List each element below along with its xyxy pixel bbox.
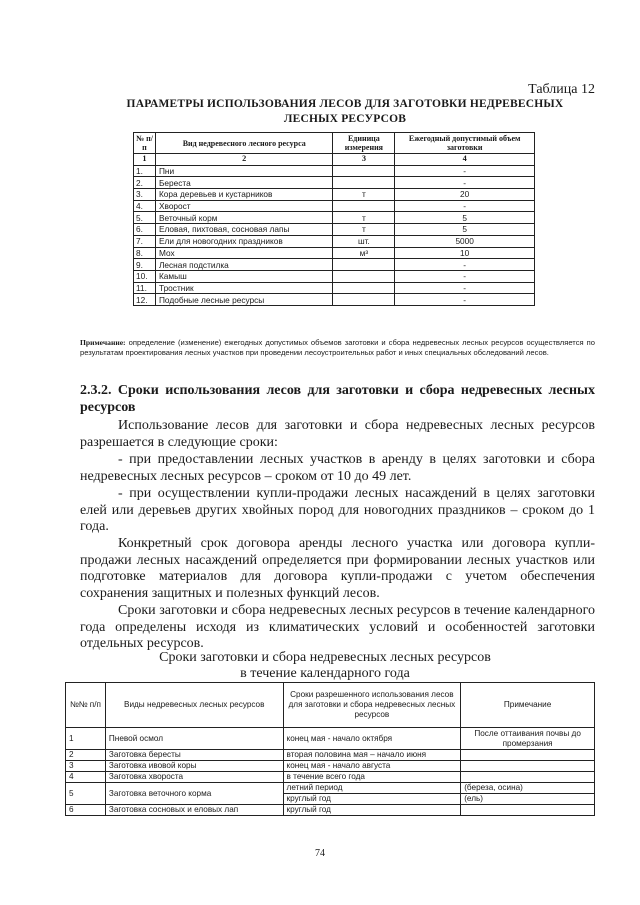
table-row bbox=[66, 728, 595, 750]
unit bbox=[333, 165, 395, 177]
paragraph: Использование лесов для заготовки и сбора недревесных лесных ресурсов разрешается в следующие сроки: bbox=[80, 418, 595, 450]
harvest-period: круглый год bbox=[283, 794, 461, 805]
table-row bbox=[66, 805, 595, 816]
harvest-period: круглый год bbox=[283, 805, 461, 816]
column-index: 3 bbox=[333, 154, 395, 166]
resource-name: Тростник bbox=[155, 282, 332, 294]
column-header: Примечание bbox=[461, 683, 595, 728]
table-row bbox=[66, 761, 595, 772]
annual-volume: - bbox=[395, 282, 535, 294]
schedule-title-line-2: в течение календарного года bbox=[240, 666, 410, 681]
unit bbox=[333, 282, 395, 294]
table-row bbox=[134, 177, 535, 189]
unit: т bbox=[333, 224, 395, 236]
row-number: 10. bbox=[134, 270, 156, 282]
annual-volume: - bbox=[395, 294, 535, 306]
row-number: 12. bbox=[134, 294, 156, 306]
column-header: Виды недревесных лесных ресурсов bbox=[105, 683, 283, 728]
table-row bbox=[66, 772, 595, 783]
remark bbox=[461, 772, 595, 783]
resource-type: Заготовка веточного корма bbox=[105, 783, 283, 805]
harvest-period: конец мая - начало августа bbox=[283, 761, 461, 772]
column-header: Ежегодный допустимый объем заготовки bbox=[395, 133, 535, 154]
table-row bbox=[134, 282, 535, 294]
harvest-period: конец мая - начало октября bbox=[283, 728, 461, 750]
column-header: №№ п/п bbox=[66, 683, 106, 728]
paragraph: - при предоставлении лесных участков в аренду в целях заготовки и сбора недревесных лесных ресурсов – сроком от 10 до 49 лет. bbox=[80, 452, 595, 484]
table-header-row bbox=[134, 133, 535, 154]
table-title-line-1: ПАРАМЕТРЫ ИСПОЛЬЗОВАНИЯ ЛЕСОВ ДЛЯ ЗАГОТОВКИ НЕДРЕВЕСНЫХ bbox=[126, 98, 564, 110]
annual-volume: 5 bbox=[395, 224, 535, 236]
table-row bbox=[134, 200, 535, 212]
row-number: 1. bbox=[134, 165, 156, 177]
parameters-table-body bbox=[134, 165, 535, 305]
unit bbox=[333, 294, 395, 306]
unit: т bbox=[333, 212, 395, 224]
table-row bbox=[134, 189, 535, 201]
note-label: Примечание: bbox=[80, 338, 126, 347]
section-heading: 2.3.2. Сроки использования лесов для заготовки и сбора недревесных лесных ресурсов bbox=[80, 383, 595, 415]
row-number: 3. bbox=[134, 189, 156, 201]
column-index: 4 bbox=[395, 154, 535, 166]
resource-name: Веточный корм bbox=[155, 212, 332, 224]
resource-name: Береста bbox=[155, 177, 332, 189]
table-title bbox=[80, 97, 610, 127]
unit bbox=[333, 270, 395, 282]
resource-name: Ели для новогодних праздников bbox=[155, 235, 332, 247]
harvest-period: летний период bbox=[283, 783, 461, 794]
unit bbox=[333, 259, 395, 271]
harvest-period: в течение всего года bbox=[283, 772, 461, 783]
table-header-row bbox=[66, 683, 595, 728]
resource-name: Хворост bbox=[155, 200, 332, 212]
annual-volume: 20 bbox=[395, 189, 535, 201]
resource-name: Еловая, пихтовая, сосновая лапы bbox=[155, 224, 332, 236]
column-header: Сроки разрешенного использования лесов для заготовки и сбора недревесных лесных ресурсов bbox=[283, 683, 461, 728]
unit: м³ bbox=[333, 247, 395, 259]
row-number: 5 bbox=[66, 783, 106, 805]
row-number: 1 bbox=[66, 728, 106, 750]
resource-name: Лесная подстилка bbox=[155, 259, 332, 271]
resource-type: Заготовка ивовой коры bbox=[105, 761, 283, 772]
column-index-row bbox=[134, 154, 535, 166]
table-title-line-2: ЛЕСНЫХ РЕСУРСОВ bbox=[283, 113, 407, 125]
remark bbox=[461, 761, 595, 772]
annual-volume: 5000 bbox=[395, 235, 535, 247]
annual-volume: 5 bbox=[395, 212, 535, 224]
schedule-table bbox=[65, 682, 595, 816]
row-number: 7. bbox=[134, 235, 156, 247]
annual-volume: - bbox=[395, 177, 535, 189]
paragraph: Сроки заготовки и сбора недревесных лесных ресурсов в течение календарного года определены исходя из климатических условий и особенностей заготовки отдельных ресурсов. bbox=[80, 603, 595, 652]
schedule-title-line-1: Сроки заготовки и сбора недревесных лесных ресурсов bbox=[159, 650, 491, 665]
annual-volume: - bbox=[395, 270, 535, 282]
page-number: 74 bbox=[315, 848, 325, 859]
resource-name: Камыш bbox=[155, 270, 332, 282]
row-number: 4 bbox=[66, 772, 106, 783]
unit bbox=[333, 200, 395, 212]
table-row bbox=[134, 270, 535, 282]
row-number: 6. bbox=[134, 224, 156, 236]
resource-type: Заготовка сосновых и еловых лап bbox=[105, 805, 283, 816]
row-number: 8. bbox=[134, 247, 156, 259]
table-row bbox=[134, 224, 535, 236]
remark bbox=[461, 750, 595, 761]
remark: (береза, осина) bbox=[461, 783, 595, 794]
annual-volume: - bbox=[395, 200, 535, 212]
table-row bbox=[134, 235, 535, 247]
resource-type: Заготовка хвороста bbox=[105, 772, 283, 783]
schedule-table-title bbox=[110, 650, 540, 682]
note-text: определение (изменение) ежегодных допустимых объемов заготовки и сбора недревесных лесных ресурсов осуществляется по результатам проектирования лесных участков при проведении лесоустроительных работ и иных специальных обследований лесов. bbox=[80, 338, 595, 357]
remark bbox=[461, 805, 595, 816]
row-number: 9. bbox=[134, 259, 156, 271]
table-row bbox=[134, 212, 535, 224]
unit: т bbox=[333, 189, 395, 201]
resource-name: Пни bbox=[155, 165, 332, 177]
table-row bbox=[134, 259, 535, 271]
table-row bbox=[134, 165, 535, 177]
annual-volume: - bbox=[395, 165, 535, 177]
column-header: Вид недревесного лесного ресурса bbox=[155, 133, 332, 154]
table-note bbox=[80, 338, 595, 358]
paragraph: - при осуществлении купли-продажи лесных насаждений в целях заготовки елей или деревьев других хвойных пород для новогодних праздников – сроком до 1 года. bbox=[80, 486, 595, 535]
row-number: 3 bbox=[66, 761, 106, 772]
unit bbox=[333, 177, 395, 189]
resource-name: Подобные лесные ресурсы bbox=[155, 294, 332, 306]
row-number: 11. bbox=[134, 282, 156, 294]
paragraph: Конкретный срок договора аренды лесного участка или договора купли-продажи лесных насаждений определяется при формировании лесных участков или подготовке материалов для договора купли-продажи с учетом обеспечения сохранения защитных и полезных функций лесов. bbox=[80, 536, 595, 601]
resource-name: Мох bbox=[155, 247, 332, 259]
remark: (ель) bbox=[461, 794, 595, 805]
resource-type: Пневой осмол bbox=[105, 728, 283, 750]
table-row bbox=[66, 783, 595, 794]
resource-type: Заготовка бересты bbox=[105, 750, 283, 761]
table-row bbox=[134, 247, 535, 259]
table-label: Таблица 12 bbox=[528, 82, 595, 97]
resource-name: Кора деревьев и кустарников bbox=[155, 189, 332, 201]
annual-volume: 10 bbox=[395, 247, 535, 259]
row-number: 5. bbox=[134, 212, 156, 224]
column-header: № п/п bbox=[134, 133, 156, 154]
unit: шт. bbox=[333, 235, 395, 247]
column-index: 1 bbox=[134, 154, 156, 166]
row-number: 2 bbox=[66, 750, 106, 761]
row-number: 2. bbox=[134, 177, 156, 189]
harvest-period: вторая половина мая – начало июня bbox=[283, 750, 461, 761]
table-row bbox=[66, 750, 595, 761]
row-number: 4. bbox=[134, 200, 156, 212]
table-row bbox=[134, 294, 535, 306]
annual-volume: - bbox=[395, 259, 535, 271]
row-number: 6 bbox=[66, 805, 106, 816]
parameters-table bbox=[133, 132, 535, 306]
column-index: 2 bbox=[155, 154, 332, 166]
remark: После оттаивания почвы до промерзания bbox=[461, 728, 595, 750]
column-header: Единица измерения bbox=[333, 133, 395, 154]
